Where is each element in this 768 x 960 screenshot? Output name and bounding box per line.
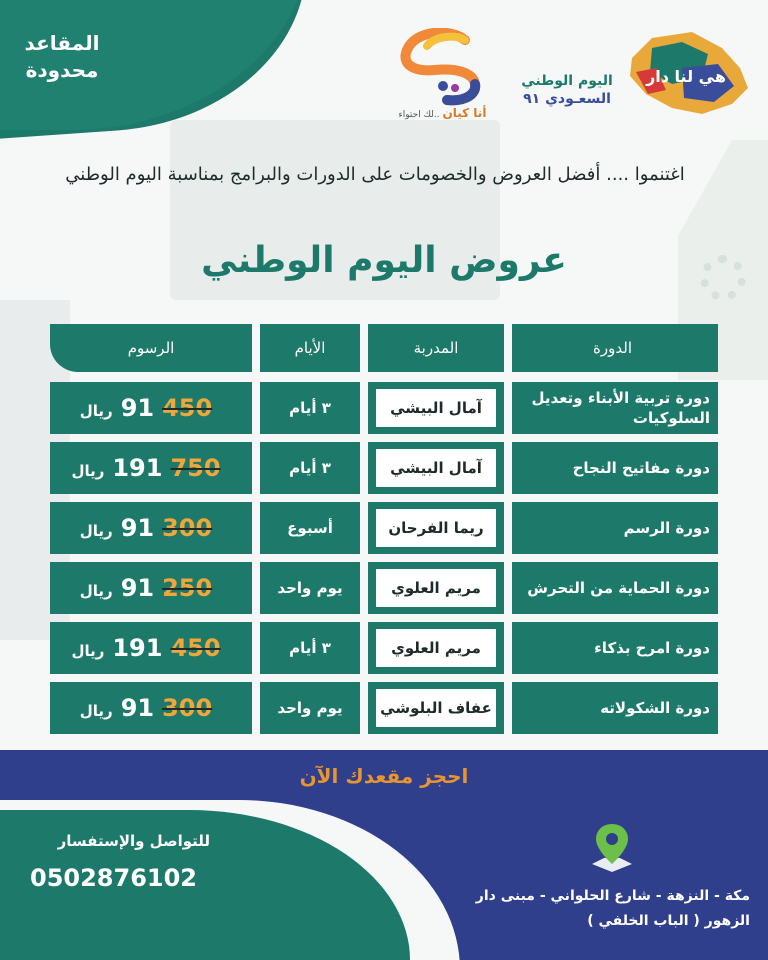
trainer-cell [368, 382, 504, 434]
price-unit: ريال [79, 702, 113, 720]
trainer-name: آمال البيشي [376, 449, 496, 487]
new-price: 191 [112, 454, 163, 482]
national-day-caption [512, 72, 622, 108]
header-course: الدورة [512, 324, 718, 372]
table-row [50, 502, 718, 554]
table-row [50, 382, 718, 434]
table-row [50, 622, 718, 674]
trainer-name: ريما الفرحان [376, 509, 496, 547]
course-days: ٣ أيام [260, 382, 360, 434]
old-price: 750 [170, 454, 221, 482]
price-unit: ريال [79, 522, 113, 540]
address-block [470, 884, 750, 934]
table-row [50, 442, 718, 494]
old-price: 250 [162, 574, 213, 602]
course-days: ٣ أيام [260, 622, 360, 674]
trainer-name: مريم العلوي [376, 569, 496, 607]
course-name: دورة مفاتيح النجاح [512, 442, 718, 494]
contact-block [30, 832, 210, 892]
course-days: ٣ أيام [260, 442, 360, 494]
header-fees: الرسوم [50, 324, 252, 372]
trainer-cell [368, 622, 504, 674]
location-pin-icon [582, 820, 642, 880]
anakayan-brand-text [395, 106, 490, 120]
trainer-name: مريم العلوي [376, 629, 496, 667]
fees-cell [50, 682, 252, 734]
course-name: دورة الحماية من التحرش [512, 562, 718, 614]
price-unit: ريال [79, 582, 113, 600]
old-price: 450 [170, 634, 221, 662]
course-name: دورة امرح بذكاء [512, 622, 718, 674]
old-price: 300 [162, 514, 213, 542]
course-name: دورة الرسم [512, 502, 718, 554]
seats-line-1: المقاعد [24, 31, 100, 55]
page-title: عروض اليوم الوطني [201, 240, 567, 281]
fees-cell [50, 442, 252, 494]
anakayan-logo [395, 28, 490, 120]
table-row [50, 562, 718, 614]
intro-text: اغتنموا .... أفضل العروض والخصومات على الدورات والبرامج بمناسبة اليوم الوطني [65, 164, 685, 185]
trainer-cell [368, 442, 504, 494]
new-price: 91 [120, 514, 155, 542]
course-days: أسبوع [260, 502, 360, 554]
new-price: 91 [120, 694, 155, 722]
fees-cell [50, 502, 252, 554]
address-line-2: الزهور ( الباب الخلفي ) [587, 913, 750, 929]
new-price: 91 [120, 394, 155, 422]
course-days: يوم واحد [260, 682, 360, 734]
national-day-line-2: السعـودي ٩١ [523, 91, 611, 107]
national-day-line-1: اليوم الوطني [521, 73, 613, 89]
course-name: دورة الشكولاته [512, 682, 718, 734]
price-unit: ريال [71, 462, 105, 480]
new-price: 91 [120, 574, 155, 602]
fees-cell [50, 622, 252, 674]
phone-number[interactable]: 0502876102 [30, 864, 197, 892]
national-logo-text: هي لنا دار [646, 67, 726, 86]
anakayan-logo-mark-icon [395, 28, 490, 106]
saudi-map-icon [622, 28, 752, 118]
anakayan-tagline: ..لك احتواء [398, 110, 440, 120]
address-line-1: مكة - النزهة - شارع الحلواني - مبنى دار [475, 888, 750, 904]
trainer-cell [368, 682, 504, 734]
offers-table [50, 324, 718, 742]
course-name: دورة تربية الأبناء وتعديل السلوكيات [512, 382, 718, 434]
trainer-name: عفاف البلوشي [376, 689, 496, 727]
trainer-name: آمال البيشي [376, 389, 496, 427]
header-days: الأيام [260, 324, 360, 372]
anakayan-brand-name: أنا كيان [442, 106, 487, 120]
saudi-national-day-logo [512, 28, 752, 118]
fees-cell [50, 562, 252, 614]
book-now-call-to-action[interactable]: احجز مقعدك الآن [299, 764, 469, 788]
price-unit: ريال [79, 402, 113, 420]
table-header-row [50, 324, 718, 372]
course-days: يوم واحد [260, 562, 360, 614]
new-price: 191 [112, 634, 163, 662]
fees-cell [50, 382, 252, 434]
seats-line-2: محدودة [25, 58, 99, 82]
old-price: 450 [162, 394, 213, 422]
trainer-cell [368, 502, 504, 554]
price-unit: ريال [71, 642, 105, 660]
limited-seats-badge [22, 30, 102, 84]
trainer-cell [368, 562, 504, 614]
header-trainer: المدربة [368, 324, 504, 372]
table-row [50, 682, 718, 734]
contact-label: للتواصل والإستفسار [57, 832, 210, 850]
old-price: 300 [162, 694, 213, 722]
